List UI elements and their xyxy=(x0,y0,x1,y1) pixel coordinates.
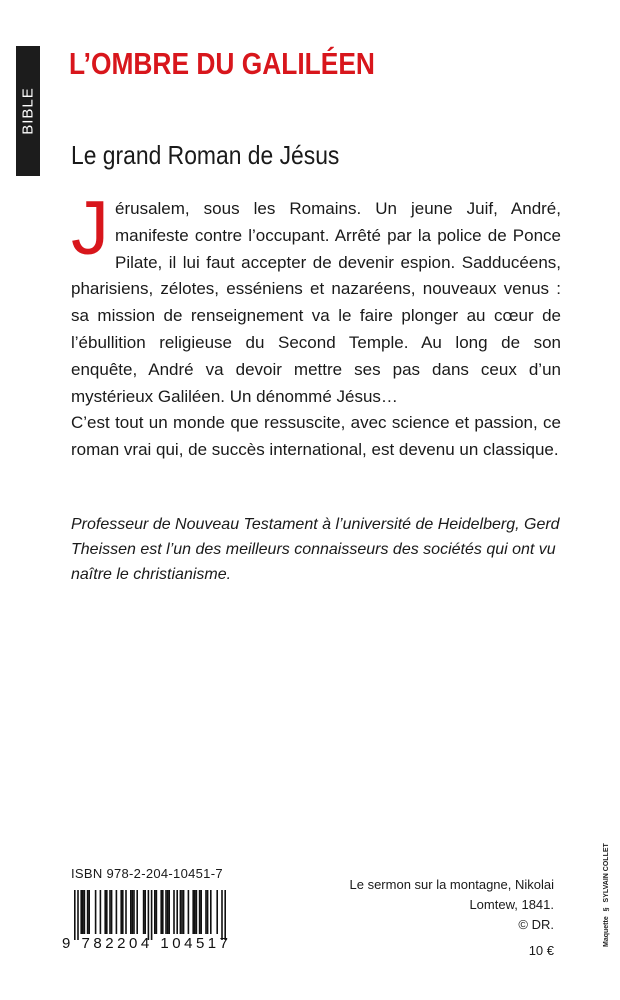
cover-credit xyxy=(350,875,555,961)
barcode-bar xyxy=(221,890,223,940)
layout-credit xyxy=(603,843,610,947)
barcode-bar xyxy=(165,890,167,934)
barcode-bar xyxy=(192,890,194,934)
barcode-bar xyxy=(200,890,202,934)
barcode-bar xyxy=(136,890,138,934)
layout-credit-designer: SYLVAIN COLLET xyxy=(603,843,610,903)
barcode-bar xyxy=(82,890,84,934)
blurb-paragraph-1-text: érusalem, sous les Romains. Un jeune Juif, André, manifeste contre l’occupant. Arrêté par la police de Ponce Pilate, il lui faut accepter de devenir espion. Sadducéens, pharisiens, zélotes, esséniens et nazaréens, nouveaux venus : sa mission de renseignement va le faire plonger au cœur de l’ébullition religieuse du Second Temple. Au long de son enquête, André va devoir mettre ses pas dans ceux d’un mystérieux Galiléen. Un dénommé Jésus… xyxy=(71,199,561,406)
barcode-bar xyxy=(205,890,207,934)
price: 10 € xyxy=(528,943,554,958)
barcode-bar xyxy=(87,890,89,934)
barcode-bar xyxy=(130,890,132,934)
barcode-bar xyxy=(216,890,218,934)
barcode-bar xyxy=(95,890,97,934)
layout-credit-label: Maquette xyxy=(603,916,610,947)
barcode-bar xyxy=(84,890,86,934)
author-note: Professeur de Nouveau Testament à l’université de Heidelberg, Gerd Theissen est l’un des meilleurs connaisseurs des sociétés qui ont vu naître le christianisme. xyxy=(71,516,560,583)
barcode-bar xyxy=(180,890,182,934)
barcode-bar xyxy=(199,890,201,934)
barcode-bar xyxy=(176,890,178,934)
designer-logo-icon: § xyxy=(603,907,610,912)
barcode-bar xyxy=(162,890,164,934)
barcode-bar xyxy=(77,890,79,940)
side-tab xyxy=(16,46,40,176)
barcode-bar xyxy=(151,890,153,940)
barcode-bar xyxy=(196,890,198,934)
barcode-bar xyxy=(143,890,145,934)
barcode-bar xyxy=(100,890,102,934)
barcode-bar xyxy=(111,890,113,934)
barcode-bar xyxy=(109,890,111,934)
barcode-bar xyxy=(122,890,124,934)
barcode-bar xyxy=(133,890,135,934)
barcode-bar xyxy=(104,890,106,934)
barcode xyxy=(62,890,232,950)
barcode-bar xyxy=(80,890,82,934)
barcode-bar xyxy=(160,890,162,934)
barcode-bar xyxy=(183,890,185,934)
barcode-bar xyxy=(194,890,196,934)
cover-credit-line-2: Lomtew, 1841. xyxy=(469,897,554,912)
barcode-bar xyxy=(132,890,134,934)
blurb xyxy=(71,186,561,464)
barcode-bar xyxy=(154,890,156,934)
barcode-bar xyxy=(181,890,183,934)
drop-cap: J xyxy=(71,186,109,271)
barcode-bar xyxy=(224,890,226,940)
blurb-paragraph-1 xyxy=(71,186,561,410)
barcode-bar xyxy=(168,890,170,934)
isbn-label: ISBN 978-2-204-10451-7 xyxy=(71,866,223,881)
blurb-paragraph-2: C’est tout un monde que ressuscite, avec science et passion, ce roman vrai qui, de succès international, est devenu un classique. xyxy=(71,413,561,460)
barcode-digits: 9 782204 104517 xyxy=(62,935,228,950)
book-title: L’OMBRE DU GALILÉEN xyxy=(69,46,375,81)
barcode-bar xyxy=(207,890,209,934)
cover-credit-copyright: © DR. xyxy=(518,917,554,932)
barcode-bar xyxy=(210,890,212,934)
barcode-bar xyxy=(156,890,158,934)
barcode-bar xyxy=(167,890,169,934)
barcode-bar xyxy=(188,890,190,934)
cover-credit-line-1: Le sermon sur la montagne, Nikolai xyxy=(349,877,554,892)
barcode-bar xyxy=(74,890,76,940)
barcode-bar xyxy=(173,890,175,934)
barcode-bar xyxy=(106,890,108,934)
barcode-bar xyxy=(116,890,118,934)
barcode-bar xyxy=(120,890,122,934)
barcode-bar xyxy=(88,890,90,934)
barcode-bar xyxy=(125,890,127,934)
barcode-bar xyxy=(148,890,150,940)
book-subtitle: Le grand Roman de Jésus xyxy=(71,140,340,170)
side-tab-label: BIBLE xyxy=(19,87,37,135)
barcode-bar xyxy=(144,890,146,934)
